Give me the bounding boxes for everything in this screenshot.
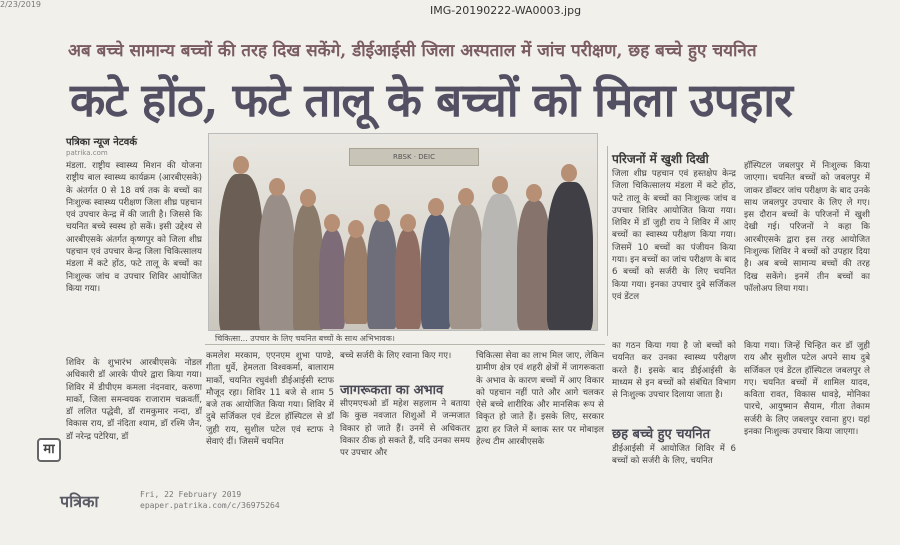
byline-source: patrika.com	[66, 149, 108, 157]
section-heading-selected: छह बच्चे हुए चयनित	[612, 427, 711, 442]
patrika-logo: पत्रिका	[60, 492, 99, 511]
sidebox-title: परिजनों में खुशी दिखी	[612, 152, 709, 166]
byline: पत्रिका न्यूज नेटवर्क	[66, 137, 138, 148]
section-badge: मा	[37, 438, 61, 462]
article-column-3: बच्चे सर्जरी के लिए रवाना किए गए।	[340, 351, 452, 361]
sidebox-column-2: हॉस्पिटल जबलपुर में निःशुल्क किया जाएगा। चयनित बच्चों को जबलपुर में जाकर डॉक्टर जांच परीक्षण के बाद उनके साथ जबलपुर उपचार के लिए ले गए। इस दौरान बच्चों के परिजनों में खुशी देखी गई। परिजनों ने कहा कि आरबीएसके द्वारा इस तरह आयोजित निःशुल्क शिविर ने बच्चों को उपहार दिया है। अब बच्चे सामान्य बच्चों की तरह दिख सकेंगे। इनमें तीन बच्चों का फॉलोअप लिया गया।	[744, 161, 870, 294]
article-column-5b: डीईआईसी में आयोजित शिविर में 6 बच्चों को सर्जरी के लिए, चयनित	[612, 444, 736, 467]
footer-url[interactable]: epaper.patrika.com/c/36975264	[140, 501, 280, 510]
article-column-2: कमलेश मरकाम, एएनएम शुभा पाण्डे, गीता धुर्वे, हेमलता विश्वकर्मा, बालाराम मार्को, चयनित रघुवंशी डीईआईसी स्टाफ मौजूद रहा। शिविर 11 बजे से शाम 5 बजे तक आयोजित किया गया। शिविर में दुबे सर्जिकल एवं डेंटल हॉस्पिटल से डॉ जुही राय, सुशील पटेल एवं स्टाफ ने सेवाएं दीं। जिसमें चयनित	[206, 351, 334, 448]
article-column-3b: सीएमएचओ डॉ महेश सहलाम ने बताया कि कुछ नवजात शिशुओं में जन्मजात विकार हो जाते हैं। उनमें से अधिकतर विकार ठीक हो सकते हैं, यदि उनका समय पर उपचार और	[340, 399, 470, 459]
article-photo	[208, 133, 598, 331]
headline: कटे होंठ, फटे तालू के बच्चों को मिला उपहार	[70, 73, 792, 127]
banner-in-photo: RBSK · DEIC	[349, 148, 479, 166]
sub-headline: अब बच्चे सामान्य बच्चों की तरह दिख सकेंगे, डीईआईसी जिला अस्पताल में जांच परीक्षण, छह बच्चे हुए चयनित	[68, 41, 757, 61]
sidebox-border	[607, 146, 608, 336]
sidebox-column-1: जिला शीघ्र पहचान एवं हस्तक्षेप केन्द्र जिला चिकित्सालय मंडला में कटे होंठ, फटे तालू के बच्चों का निःशुल्क जांच व उपचार शिविर आयोजित किया गया। शिविर में डॉ जुही राय ने शिविर में आए बच्चों का स्वास्थ्य परीक्षण किया गया। जिसमें 10 बच्चों का पंजीयन किया गया। इन बच्चों का जांच परीक्षण के बाद 6 बच्चों को सर्जरी के लिए चयनित किया गया। इनका उपचार दुबे सर्जिकल एवं डेंटल	[612, 169, 736, 302]
article-column-1b: शिविर के शुभारंभ आरबीएसके नोडल अधिकारी डॉ आरके पीपरे द्वारा किया गया। शिविर में डीपीएम कमला नंदनवार, करुणा मार्को, जिला समन्वयक राजाराम चक्रवर्ती, डॉ ललित पद्धेवी, डॉ रामकुमार नन्दा, डॉ विकास राय, डॉ नंदिता श्याम, डॉ रश्मि जैन, डॉ नरेन्द्र पटेरिया, डॉ	[66, 358, 202, 442]
article-column-6: किया गया। जिन्हें चिन्हित कर डॉ जुही राय और सुशील पटेल अपने साथ दुबे सर्जिकल एवं डेंटल हॉस्पिटल जबलपुर ले गए। चयनित बच्चों में शामिल यादव, कविता रावत, विकास धावड़े, मोनिका पारचे, आयुष्मान सैयाम, गीता तेकाम सर्जरी के लिए जबलपुर रवाना हुए। यहां इनका निःशुल्क उपचार किया जाएगा।	[744, 341, 870, 438]
corner-date: 2/23/2019	[0, 0, 42, 9]
photo-caption: चिकित्सा... उपचार के लिए चयनित बच्चों के साथ अभिभावक।	[215, 334, 395, 343]
article-column-1: मंडला. राष्ट्रीय स्वास्थ्य मिशन की योजना राष्ट्रीय बाल स्वास्थ्य कार्यक्रम (आरबीएसके) के अंतर्गत 0 से 18 वर्ष तक के बच्चों का निःशुल्क स्वास्थ्य परीक्षण जिला शीघ्र पहचान एवं उपचार केन्द्र में की जाती है। जिससे कि चयनित बच्चे स्वस्थ हो सकें। इसी उद्देश्य से आरबीएसके अंतर्गत कृष्णपुर को जिला शीघ्र पहचान एवं उपचार केन्द्र जिला चिकित्सालय मंडला में कटे होंठ, फटे तालू के बच्चों का निःशुल्क जांच व उपचार शिविर आयोजित किया गया।	[66, 161, 202, 294]
article-column-5: का गठन किया गया है जो बच्चों को चयनित कर उनका स्वास्थ्य परीक्षण करते हैं। इसके बाद डीईआईसी के माध्यम से इन बच्चों को संबंधित विभाग से निःशुल्क उपचार दिलाया जाता है।	[612, 341, 736, 401]
column-divider	[205, 344, 605, 345]
file-name-label: IMG-20190222-WA0003.jpg	[430, 4, 582, 17]
article-column-4: चिकित्सा सेवा का लाभ मिल जाए, लेकिन ग्रामीण क्षेत्र एवं शहरी क्षेत्रों में जागरूकता के अभाव के कारण बच्चों में आए विकार को पहचान नहीं पाते और आगे चलकर ऐसे बच्चे शारीरिक और मानसिक रूप से विकृत हो जाते हैं। इसके लिए, सरकार द्वारा हर जिले में ब्लाक स्तर पर मोबाइल हेल्थ टीम आरबीएसके	[476, 351, 604, 448]
footer-info	[140, 489, 280, 511]
footer-date: Fri, 22 February 2019	[140, 490, 242, 499]
section-heading-awareness: जागरूकता का अभाव	[340, 383, 444, 398]
